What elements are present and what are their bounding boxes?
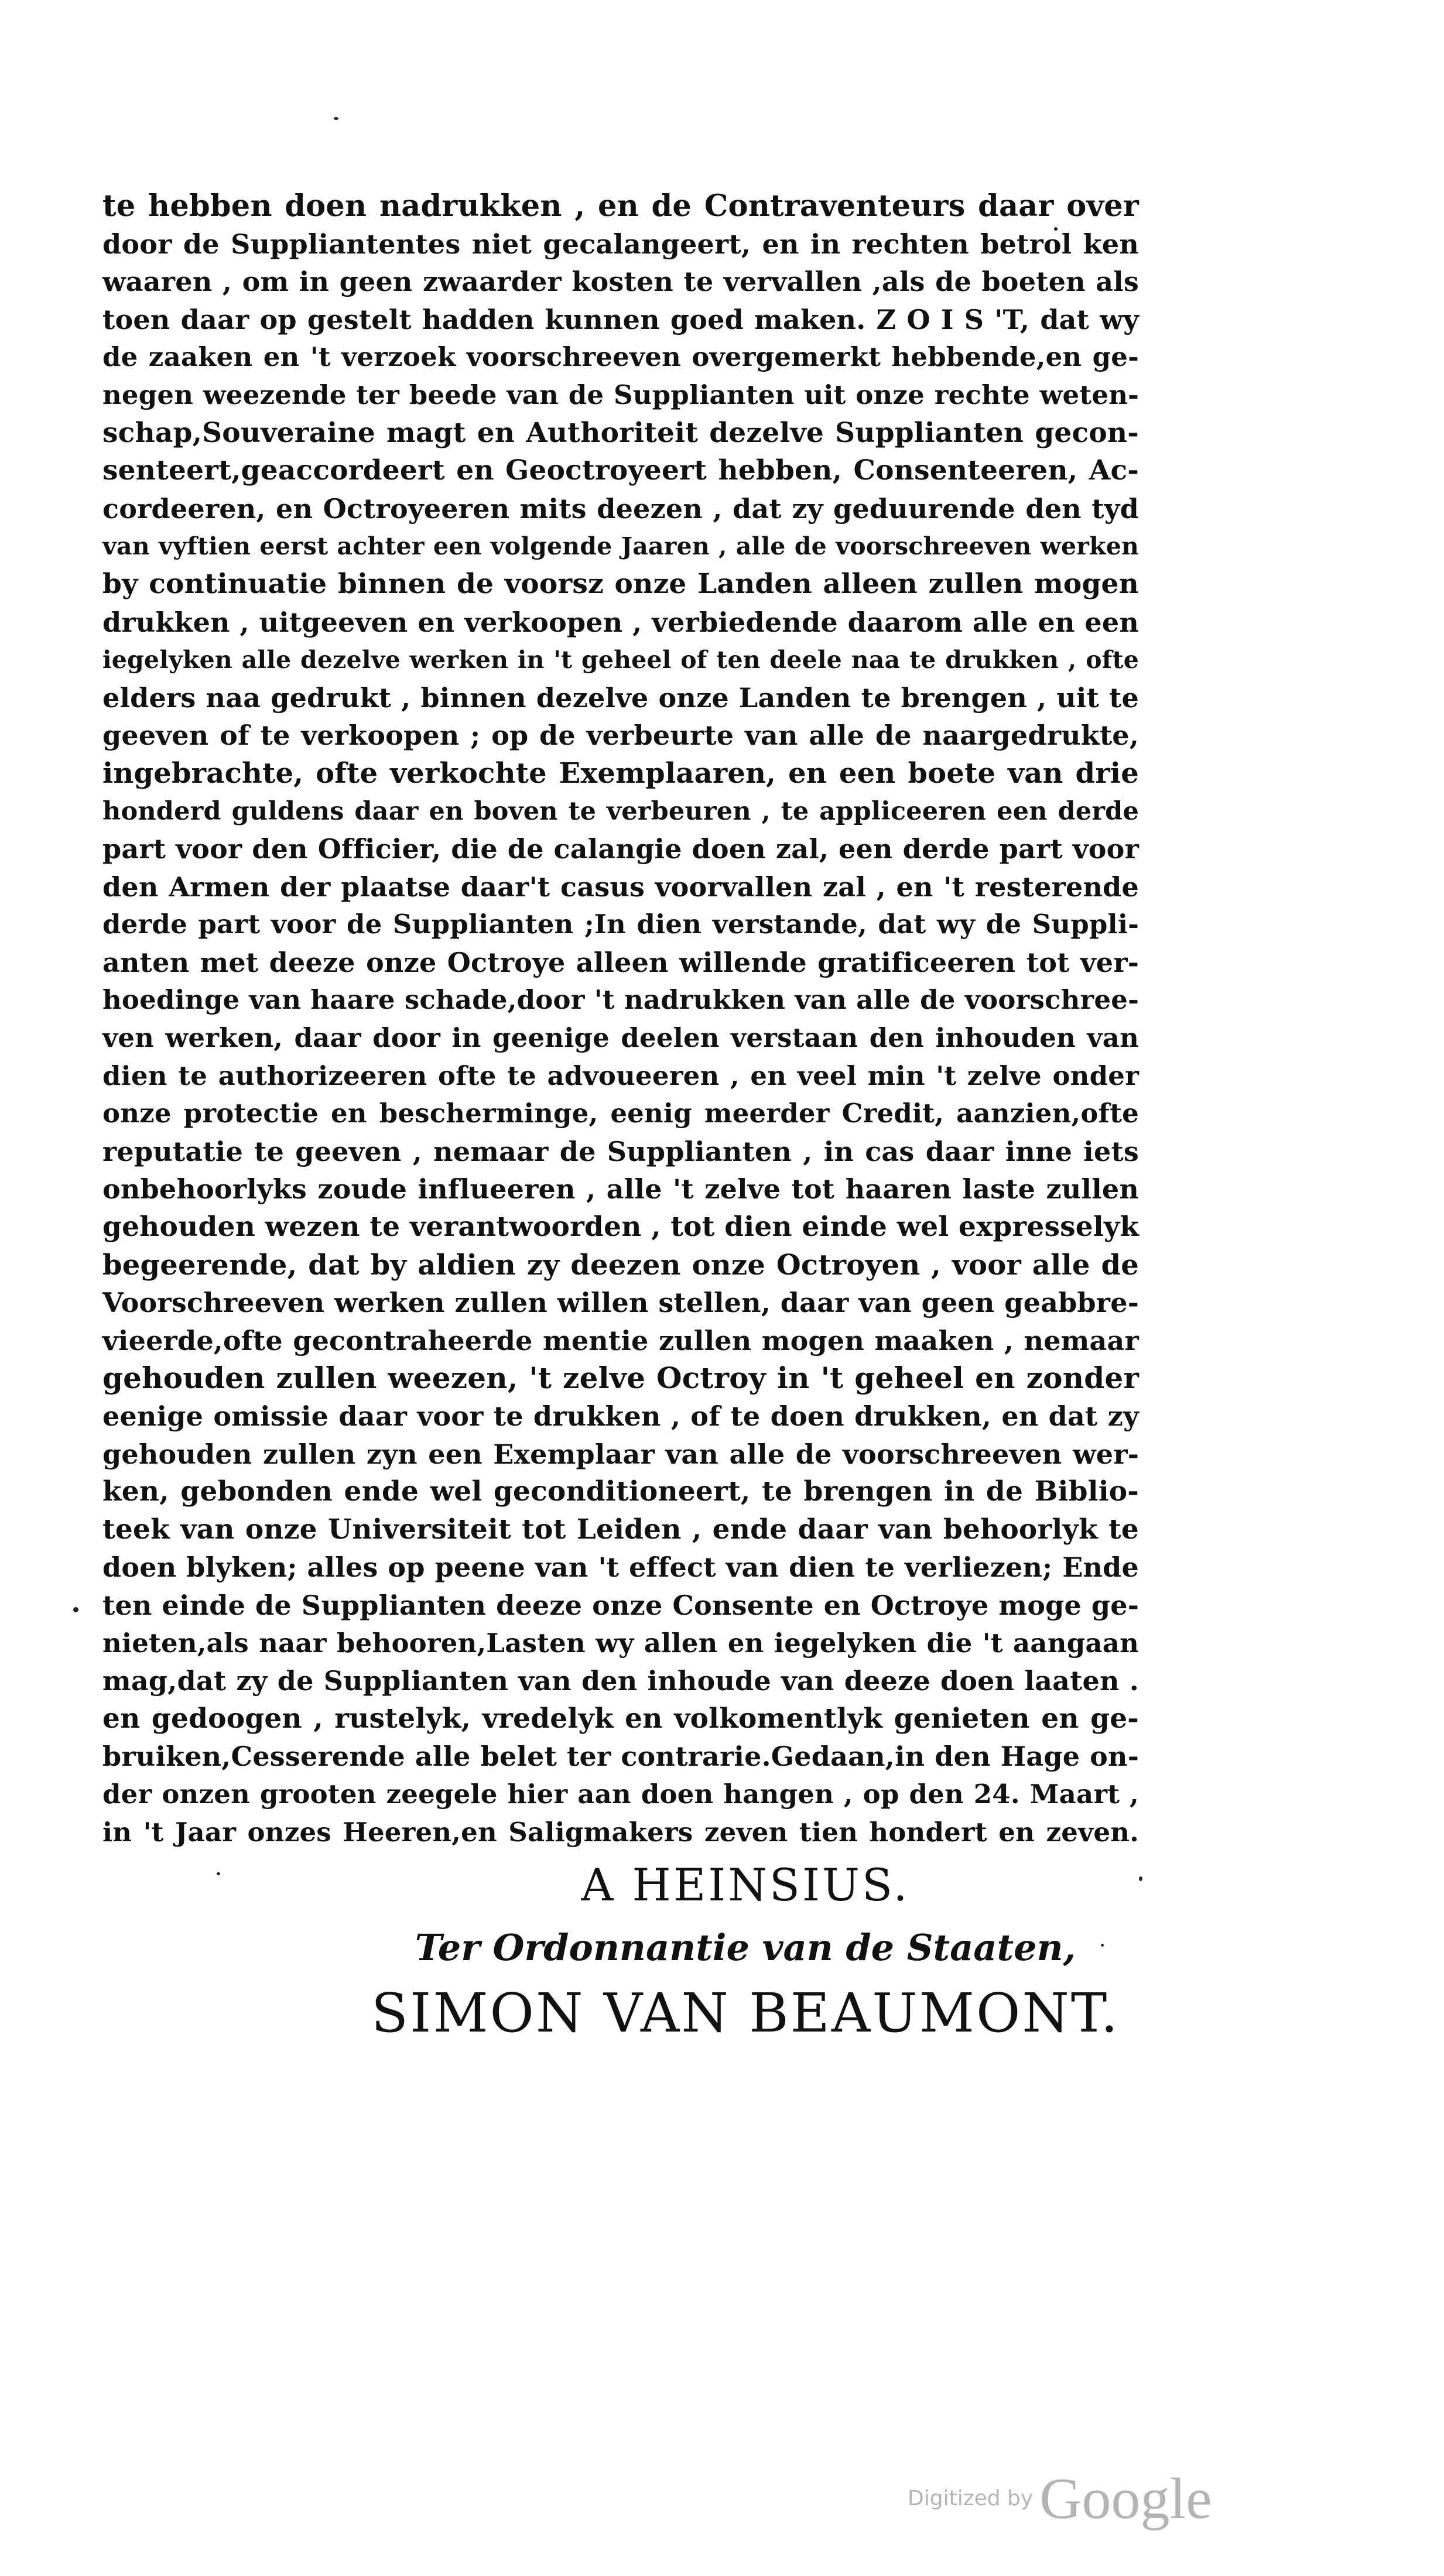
text-line: geeven of te verkoopen ; op de verbeurte van alle de naargedrukte, [102,720,1139,752]
watermark-brand: Google [1039,2466,1212,2531]
text-line: in 't Jaar onzes Heeren,en Saligmakers zeven tien hondert en zeven. [102,1816,1139,1848]
text-line: hoedinge van haare schade,door 't nadrukken van alle de voorschree- [102,984,1139,1016]
text-line: senteert,geaccordeert en Geoctroyeert hebben, Consenteeren, Ac- [102,454,1139,487]
text-line: by continuatie binnen de voorsz onze Landen alleen zullen mogen [102,567,1139,600]
text-line: cordeeren, en Octroyeeren mits deezen , dat zy geduurende den tyd [102,492,1139,525]
text-line: ten einde de Supplianten deeze onze Consente en Octroye moge ge- [102,1589,1139,1621]
text-line: teek van onze Universiteit tot Leiden , ende daar van behoorlyk te [102,1513,1139,1546]
text-line: toen daar op gestelt hadden kunnen goed maken. Z O I S 'T, dat wy [102,303,1139,335]
text-line: iegelyken alle dezelve werken in 't geheel of ten deele naa te drukken , ofte [102,646,1139,674]
text-line: drukken , uitgeeven en verkoopen , verbiedende daarom alle en een [102,606,1139,638]
text-line: begeerende, dat by aldien zy deezen onze Octroyen , voor alle de [102,1248,1139,1282]
text-line: Voorschreeven werken zullen willen stellen, daar van geen geabbre- [102,1287,1139,1319]
text-line: honderd guldens daar en boven te verbeuren , te appliceeren een derde [102,796,1139,826]
text-line: bruiken,Cesserende alle belet ter contrarie.Gedaan,in den Hage on- [102,1741,1139,1773]
text-line: vieerde,ofte gecontraheerde mentie zullen mogen maaken , nemaar [102,1324,1139,1356]
text-line: anten met deeze onze Octroye alleen willende gratificeeren tot ver- [102,946,1139,978]
text-line: part voor den Officier, die de calangie doen zal, een derde part voor [102,833,1139,865]
scan-speck [334,117,338,120]
text-line: de zaaken en 't verzoek voorschreeven overgemerkt hebbende,en ge- [102,341,1139,373]
text-line: reputatie te geeven , nemaar de Supplianten , in cas daar inne iets [102,1135,1139,1167]
text-line: door de Suppliantentes niet gecalangeert, en in rechten betrol ken [102,228,1139,260]
signature-name: A HEINSIUS. [581,1859,910,1911]
watermark-prefix: Digitized by [908,2486,1034,2510]
text-line: ingebrachte, ofte verkochte Exemplaaren, en een boete van drie [102,756,1139,790]
text-line: en gedoogen , rustelyk, vredelyk en volkomentlyk genieten en ge- [102,1702,1139,1735]
text-line: doen blyken; alles op peene van 't effect van dien te verliezen; Ende [102,1551,1139,1584]
signature-secretary: SIMON VAN BEAUMONT. [371,1982,1120,2044]
text-line: gehouden zullen zyn een Exemplaar van alle de voorschreeven wer- [102,1438,1139,1470]
text-line: der onzen grooten zeegele hier aan doen hangen , op den 24. Maart , [102,1778,1139,1810]
text-line: onbehoorlyks zoude influeeren , alle 't zelve tot haaren laste zullen [102,1173,1139,1205]
scan-speck [73,1607,78,1612]
text-line: dien te authorizeeren ofte te advoueeren , en veel min 't zelve onder [102,1060,1139,1091]
octroy-body-text [102,187,1139,1851]
text-line: elders naa gedrukt , binnen dezelve onze Landen te brengen , uit te [102,681,1139,714]
signature-order-line: Ter Ordonnantie van de Staaten, [415,1926,1076,1969]
text-line: nieten,als naar behooren,Lasten wy allen en iegelyken die 't aangaan [102,1627,1139,1659]
text-line: ven werken, daar door in geenige deelen verstaan den inhouden van [102,1022,1139,1054]
text-line: eenige omissie daar voor te drukken , of te doen drukken, en dat zy [102,1400,1139,1432]
text-line: ken, gebonden ende wel geconditioneert, te brengen in de Biblio- [102,1475,1139,1508]
text-line: schap,Souveraine magt en Authoriteit dezelve Supplianten gecon- [102,416,1139,449]
text-line: onze protectie en bescherminge, eenig meerder Credit, aanzien,ofte [102,1098,1139,1129]
text-line: waaren , om in geen zwaarder kosten te vervallen ,als de boeten als [102,266,1139,298]
text-line: gehouden wezen te verantwoorden , tot dien einde wel expresselyk [102,1211,1140,1244]
text-line: den Armen der plaatse daar't casus voorvallen zal , en 't resterende [102,871,1139,903]
text-line: te hebben doen nadrukken , en de Contraventeurs daar over [102,189,1139,224]
text-line: negen weezende ter beede van de Supplianten uit onze rechte weten- [102,379,1139,410]
text-line: gehouden zullen weezen, 't zelve Octroy in 't geheel en zonder [102,1361,1139,1396]
text-line: derde part voor de Supplianten ;In dien verstande, dat wy de Suppli- [102,909,1139,940]
text-line: mag,dat zy de Supplianten van den inhoude van deeze doen laaten . [102,1665,1139,1697]
digitized-watermark [908,2465,1212,2532]
text-line: van vyftien eerst achter een volgende Jaaren , alle de voorschreeven werken [102,532,1139,561]
